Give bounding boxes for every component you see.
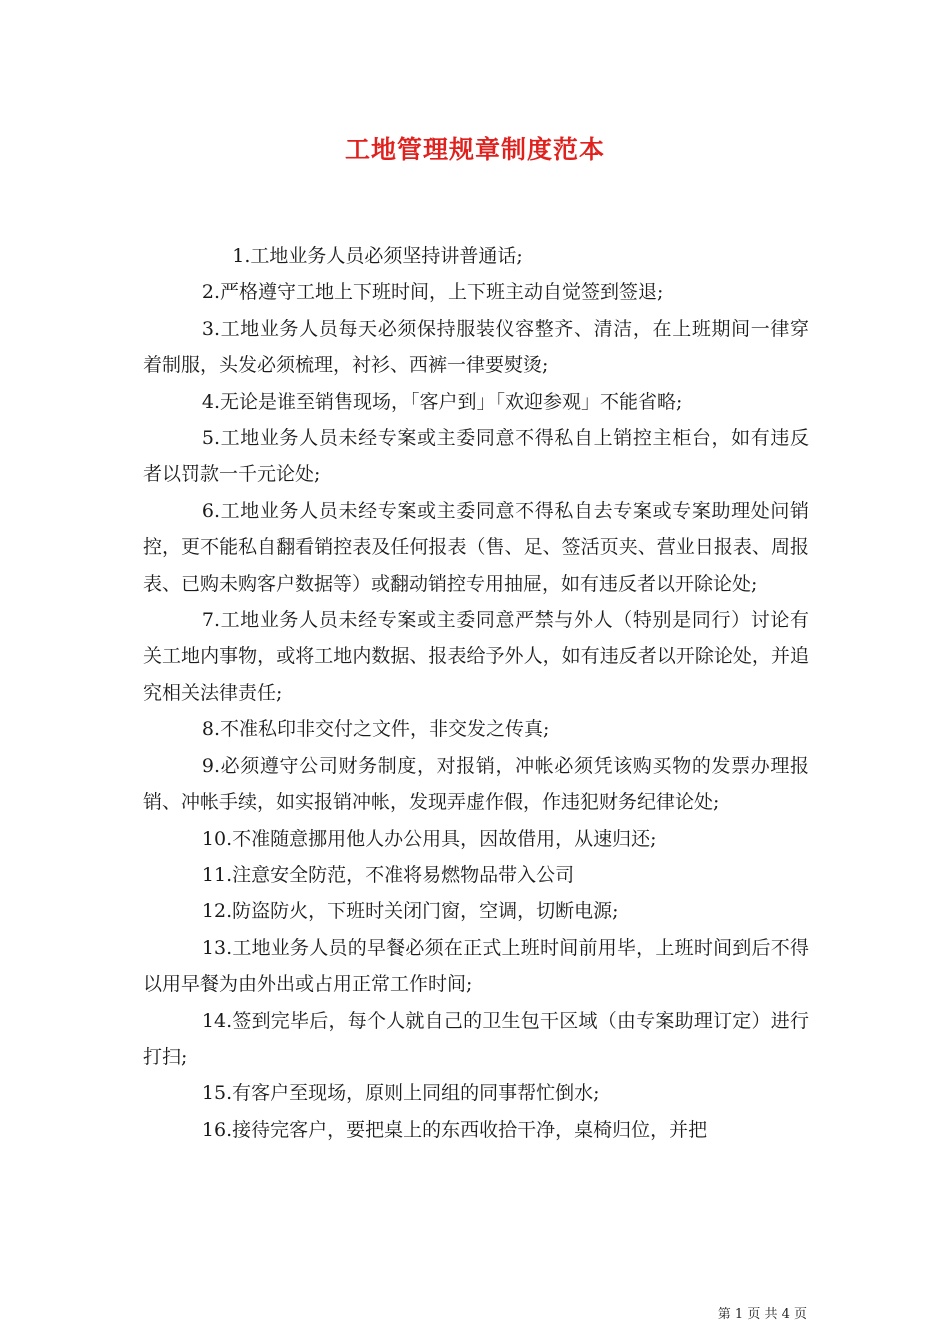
rule-item-11: 11.注意安全防范，不准将易燃物品带入公司 [201,863,575,886]
rule-item-2: 2.严格遵守工地上下班时间，上下班主动自觉签到签退; [201,281,664,304]
rule-item-16: 16.接待完客户，要把桌上的东西收拾干净，桌椅归位，并把 [201,1118,708,1141]
rule-item-15: 15.有客户至现场，原则上同组的同事帮忙倒水; [201,1082,600,1105]
document-title: 工地管理规章制度范本 [344,135,605,164]
rule-item-14: 14.签到完毕后，每个人就自己的卫生包干区域（由专案助理订定）进行打扫; [143,1009,809,1068]
rule-item-4: 4.无论是谁至销售现场，「客户到」「欢迎参观」不能省略; [201,390,683,413]
rule-item-12: 12.防盗防火，下班时关闭门窗，空调，切断电源; [201,900,619,923]
document-body [143,238,809,1148]
rule-item-10: 10.不准随意挪用他人办公用具，因故借用，从速归还; [201,827,657,850]
rule-item-7: 7.工地业务人员未经专案或主委同意严禁与外人（特别是同行）讨论有关工地内事物，或将工地内数据、报表给予外人，如有违反者以开除论处，并追究相关法律责任; [143,609,809,704]
rule-item-6: 6.工地业务人员未经专案或主委同意不得私自去专案或专案助理处问销控，更不能私自翻看销控表及任何报表（售、足、签活页夹、营业日报表、周报表、已购未购客户数据等）或翻动销控专用抽屉，如有违反者以开除论处; [143,499,809,595]
rule-item-8: 8.不准私印非交付之文件，非交发之传真; [201,718,550,741]
page-number: 第 1 页 共 4 页 [717,1307,807,1322]
rule-item-13: 13.工地业务人员的早餐必须在正式上班时间前用毕，上班时间到后不得以用早餐为由外出或占用正常工作时间; [143,936,809,996]
rule-item-5: 5.工地业务人员未经专案或主委同意不得私自上销控主柜台，如有违反者以罚款一千元论处; [143,427,809,486]
rule-item-3: 3.工地业务人员每天必须保持服装仪容整齐、清洁，在上班期间一律穿着制服，头发必须梳理，衬衫、西裤一律要熨烫; [143,317,809,377]
rule-item-1: 1.工地业务人员必须坚持讲普通话; [232,245,523,267]
rule-item-9: 9.必须遵守公司财务制度，对报销，冲帐必须凭该购买物的发票办理报销、冲帐手续，如实报销冲帐，发现弄虚作假，作违犯财务纪律论处; [143,754,809,814]
